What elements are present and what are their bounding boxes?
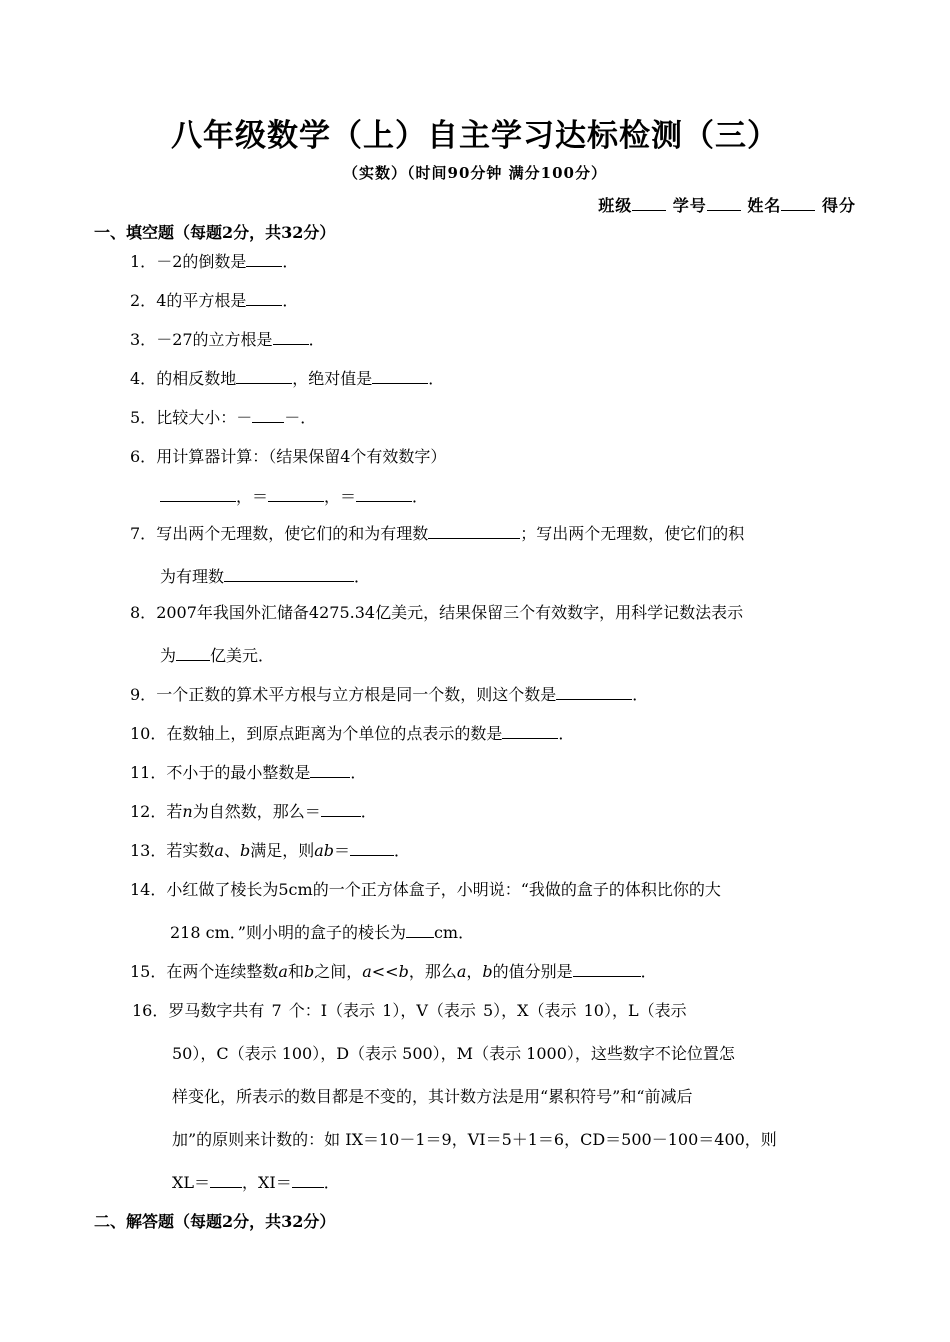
question-text: ． <box>428 369 445 388</box>
variable-a: a <box>456 962 467 981</box>
question-10 <box>130 721 574 744</box>
question-14 <box>130 877 721 900</box>
question-text: 、 <box>223 841 240 860</box>
question-text: －． <box>284 408 317 427</box>
question-text: 若 <box>166 802 183 821</box>
answer-blank[interactable] <box>246 291 282 306</box>
question-number: 3． <box>130 330 157 349</box>
question-8 <box>130 600 743 623</box>
answer-blank[interactable] <box>252 408 284 423</box>
question-6-cont <box>160 484 428 507</box>
answer-blank[interactable] <box>268 487 324 502</box>
question-number: 2． <box>130 291 157 310</box>
question-text: 为 <box>160 646 177 665</box>
variable-b: b <box>482 962 493 981</box>
question-14-cont <box>170 920 474 943</box>
class-blank[interactable] <box>632 196 666 211</box>
question-number: 8． <box>130 603 157 622</box>
question-text: ． <box>394 841 411 860</box>
page-title: 八年级数学（上）自主学习达标检测（三） <box>171 118 779 154</box>
question-text: ， <box>466 962 483 981</box>
question-text: 在两个连续整数 <box>166 962 279 981</box>
answer-blank[interactable] <box>502 724 558 739</box>
id-blank[interactable] <box>707 196 741 211</box>
question-text: 在数轴上，到原点距离为个单位的点表示的数是 <box>166 724 503 743</box>
question-9 <box>130 682 648 705</box>
variable-a: a <box>278 962 288 981</box>
score-label: 得分 <box>821 196 856 215</box>
question-text: ＝ <box>334 841 351 860</box>
question-text: ，XI＝ <box>242 1173 292 1192</box>
question-6 <box>130 444 446 467</box>
answer-blank[interactable] <box>321 802 361 817</box>
answer-blank[interactable] <box>160 487 236 502</box>
question-text: ． <box>350 763 367 782</box>
question-7 <box>130 521 744 544</box>
question-text: ． <box>632 685 649 704</box>
question-text: 比较大小：－ <box>156 408 253 427</box>
question-number: 7． <box>130 524 157 543</box>
question-number: 6． <box>130 447 157 466</box>
answer-blank[interactable] <box>310 763 350 778</box>
answer-blank[interactable] <box>176 646 210 661</box>
question-text: ． <box>308 330 325 349</box>
question-number: 12． <box>130 802 167 821</box>
question-text: cm． <box>433 923 475 942</box>
question-2 <box>130 288 298 311</box>
variable-a: a <box>214 841 224 860</box>
question-number: 15． <box>130 962 167 981</box>
question-text: －27的立方根是 <box>156 330 273 349</box>
question-text: ． <box>354 567 371 586</box>
question-number: 11． <box>130 763 167 782</box>
question-13 <box>130 838 410 861</box>
answer-blank[interactable] <box>372 369 428 384</box>
question-text: 之间， <box>314 962 363 981</box>
answer-blank[interactable] <box>246 252 282 267</box>
question-text: 小红做了棱长为5cm的一个正方体盒子，小明说：“我做的盒子的体积比你的大 <box>166 880 721 899</box>
inequality-expression: a<<b <box>362 962 409 981</box>
question-text: ，那么 <box>408 962 457 981</box>
question-text: 用计算器计算：（结果保留4个有效数字） <box>156 447 447 466</box>
question-text: ． <box>323 1173 340 1192</box>
question-number: 16． <box>132 1001 169 1020</box>
question-16-line-3: 样变化，所表示的数目都是不变的，其计数方法是用“累积符号”和“前减后 <box>172 1087 693 1106</box>
question-number: 14． <box>130 880 167 899</box>
question-number: 5． <box>130 408 157 427</box>
variable-n: n <box>182 802 193 821</box>
question-11 <box>130 760 366 783</box>
question-text: 为有理数 <box>160 567 225 586</box>
question-7-cont <box>160 564 370 587</box>
question-text: ，＝ <box>324 487 357 506</box>
question-12 <box>130 799 377 822</box>
answer-blank[interactable] <box>236 369 292 384</box>
page-subtitle: （实数）（时间90分钟 满分100分） <box>343 164 607 182</box>
answer-blank[interactable] <box>428 524 520 539</box>
question-text: ． <box>412 487 429 506</box>
section-answer-heading: 二、解答题（每题2分，共32分） <box>94 1212 336 1231</box>
question-text: 不小于的最小整数是 <box>166 763 311 782</box>
answer-blank[interactable] <box>356 487 412 502</box>
question-4 <box>130 366 444 389</box>
question-text: ，＝ <box>236 487 269 506</box>
question-text: 若实数 <box>166 841 215 860</box>
answer-blank[interactable] <box>292 1173 324 1188</box>
answer-blank[interactable] <box>210 1173 242 1188</box>
question-text: 的相反数地 <box>156 369 237 388</box>
question-text: ． <box>640 962 657 981</box>
question-number: 10． <box>130 724 167 743</box>
question-16-line-4: 加”的原则来计数的：如 IX＝10－1＝9，VI＝5＋1＝6，CD＝500－100＝400，则 <box>172 1130 777 1149</box>
question-text: 满足，则 <box>250 841 315 860</box>
question-number: 13． <box>130 841 167 860</box>
question-text: 写出两个无理数，使它们的和为有理数 <box>156 524 429 543</box>
question-text: 4的平方根是 <box>156 291 247 310</box>
question-text: ． <box>282 291 299 310</box>
question-text: 2007年我国外汇储备4275.34亿美元，结果保留三个有效数字，用科学记数法表示 <box>156 603 744 622</box>
question-16-line-2: 50），C（表示 100），D（表示 500），M（表示 1000），这些数字不论位置怎 <box>172 1044 735 1063</box>
question-5 <box>130 405 316 428</box>
question-text: 亿美元． <box>210 646 275 665</box>
variable-b: b <box>303 962 315 981</box>
name-label: 姓名 <box>747 196 782 215</box>
variable-b: b <box>239 841 251 860</box>
class-label: 班级 <box>598 196 633 215</box>
answer-blank[interactable] <box>273 330 309 345</box>
answer-blank[interactable] <box>406 923 434 938</box>
question-text: ． <box>360 802 377 821</box>
question-number: 9． <box>130 685 157 704</box>
question-3 <box>130 327 325 350</box>
question-text: －2的倒数是 <box>156 252 247 271</box>
answer-blank[interactable] <box>224 567 354 582</box>
variable-ab: ab <box>314 841 334 860</box>
question-16-line-5 <box>172 1170 340 1193</box>
question-text: 和 <box>287 962 304 981</box>
question-number: 1． <box>130 252 157 271</box>
question-text: ． <box>282 252 299 271</box>
question-number: 4． <box>130 369 157 388</box>
question-text: ，绝对值是 <box>292 369 373 388</box>
question-1 <box>130 249 298 272</box>
id-label: 学号 <box>672 196 707 215</box>
question-text: 的值分别是 <box>492 962 573 981</box>
student-info-line <box>598 193 856 216</box>
answer-blank[interactable] <box>556 685 632 700</box>
question-text: 为自然数，那么＝ <box>192 802 321 821</box>
answer-blank[interactable] <box>573 962 641 977</box>
question-text: 罗马数字共有 7 个：I（表示 1），V（表示 5），X（表示 10），L（表示 <box>168 1001 687 1020</box>
question-16 <box>132 998 687 1021</box>
question-text: 一个正数的算术平方根与立方根是同一个数，则这个数是 <box>156 685 557 704</box>
answer-blank[interactable] <box>350 841 394 856</box>
question-text: XL＝ <box>172 1173 211 1192</box>
name-blank[interactable] <box>781 196 815 211</box>
question-8-cont <box>160 643 274 666</box>
question-15 <box>130 959 657 982</box>
section-fill-in-heading: 一、填空题（每题2分，共32分） <box>94 223 336 242</box>
question-text: ． <box>558 724 575 743</box>
question-text: ；写出两个无理数，使它们的积 <box>520 524 745 543</box>
question-text: 218 cm．”则小明的盒子的棱长为 <box>170 923 406 942</box>
